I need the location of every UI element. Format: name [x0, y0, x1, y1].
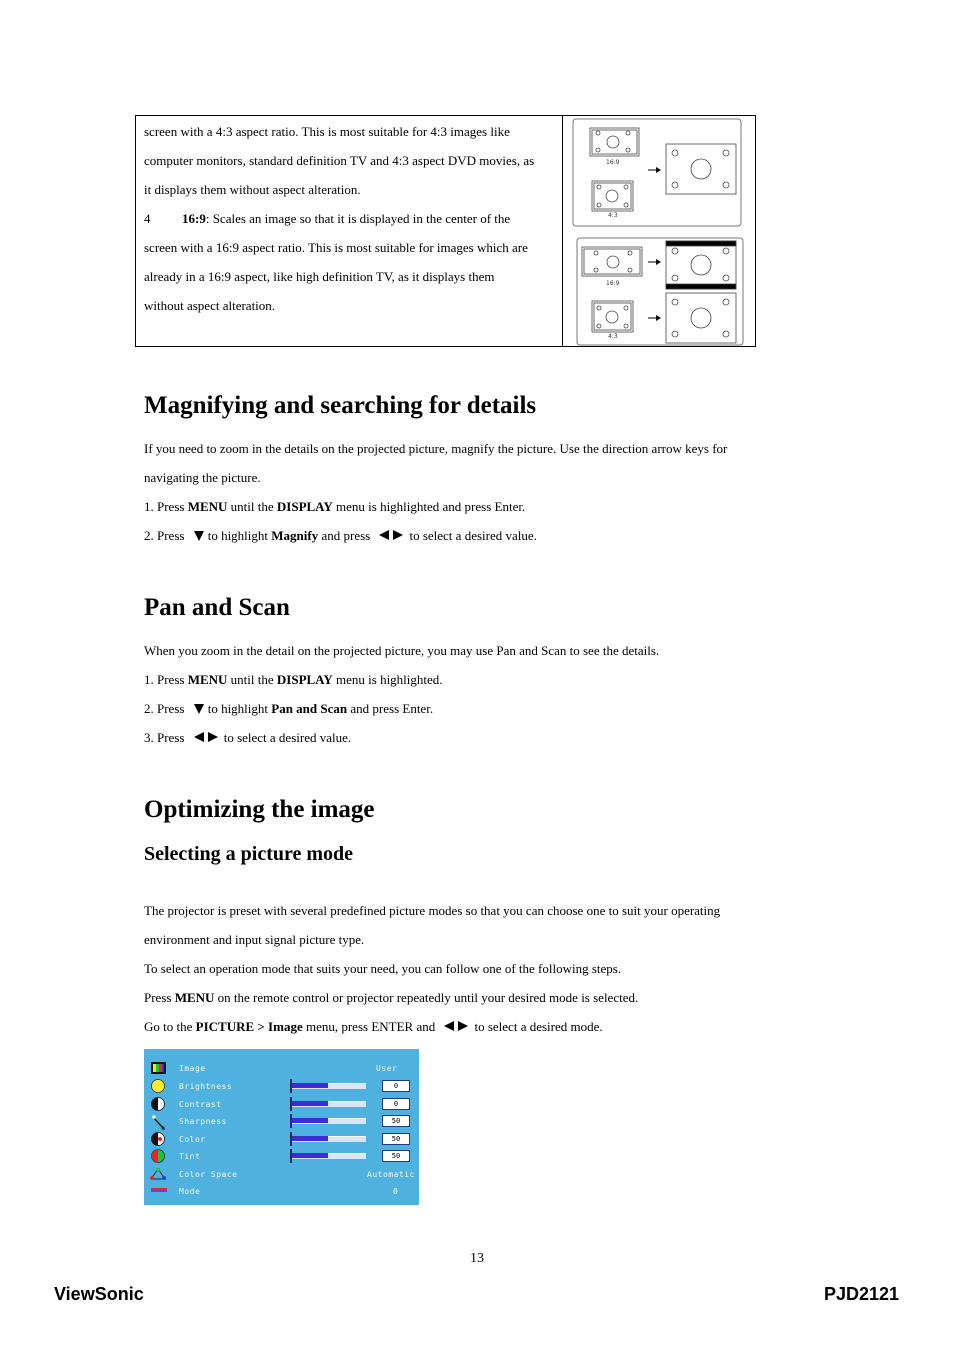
menu-key: MENU [174, 990, 215, 1005]
step-text: until the [227, 499, 277, 514]
tint-value: 50 [382, 1150, 410, 1162]
table-divider [562, 116, 563, 346]
osd-label-image: Image [179, 1064, 206, 1073]
label-4-3: 4:3 [608, 212, 618, 219]
optimize-para-line: environment and input signal picture type. [144, 932, 365, 947]
color-space-icon [150, 1168, 166, 1180]
contrast-value: 0 [382, 1098, 410, 1110]
step-text: and press [318, 528, 374, 543]
step-text: Go to the [144, 1019, 196, 1034]
contrast-icon [152, 1098, 165, 1111]
footer-model: PJD2121 [823, 1284, 899, 1304]
step-text: menu is highlighted and press Enter. [332, 499, 526, 514]
table-line: without aspect alteration. [144, 298, 276, 313]
step-text: Press [144, 990, 175, 1005]
table-line: screen with a 16:9 aspect ratio. This is most suitable for images which are [144, 240, 528, 255]
page-number: 13 [470, 1251, 484, 1266]
aspect-ratio-table [135, 115, 756, 347]
table-item-16-9 [144, 204, 556, 233]
pan-step-2 [144, 694, 764, 723]
color-slider[interactable] [290, 1132, 366, 1146]
osd-label-color-space: Color Space [179, 1170, 238, 1179]
aspect-ratio-figure [570, 116, 754, 353]
pan-scan-heading: Pan and Scan [144, 594, 290, 621]
step-text: 1. Press [144, 499, 188, 514]
right-arrow-icon [458, 1021, 468, 1031]
color-icon [152, 1133, 165, 1146]
magnify-section [144, 434, 764, 550]
aspect-ratio-description [144, 117, 556, 320]
menu-key: MENU [187, 672, 228, 687]
pan-scan-section [144, 636, 764, 752]
osd-label-brightness: Brightness [179, 1082, 233, 1091]
label-16-9: 16:9 [606, 159, 620, 166]
step-text: 2. Press [144, 528, 188, 543]
footer-brand: ViewSonic [54, 1284, 144, 1304]
osd-value-image[interactable]: User [376, 1064, 398, 1073]
step-text: to highlight [207, 528, 272, 543]
color-value: 50 [382, 1133, 410, 1145]
left-arrow-icon [379, 530, 389, 540]
osd-label-sharpness: Sharpness [179, 1117, 227, 1126]
right-arrow-icon [208, 732, 218, 742]
down-arrow-icon [194, 531, 204, 541]
magnify-para-line: If you need to zoom in the details on the projected picture, magnify the picture. Use the direction arrow keys for [144, 441, 728, 456]
optimize-line [144, 983, 764, 1012]
step-text: until the [227, 672, 277, 687]
contrast-slider[interactable] [290, 1097, 366, 1111]
optimize-heading: Optimizing the image [144, 796, 375, 823]
sharpness-value: 50 [382, 1115, 410, 1127]
step-text: 3. Press [144, 730, 188, 745]
osd-label-tint: Tint [179, 1152, 201, 1161]
down-arrow-icon [194, 704, 204, 714]
pan-step-1 [144, 665, 764, 694]
step-text: to select a desired value. [409, 528, 537, 543]
step-text: on the remote control or projector repeatedly until your desired mode is selected. [214, 990, 639, 1005]
step-text: to highlight [207, 701, 272, 716]
label-16-9: 16:9 [606, 280, 620, 287]
label-4-3: 4:3 [608, 333, 618, 340]
picture-mode-subheading: Selecting a picture mode [144, 843, 354, 865]
left-arrow-icon [194, 732, 204, 742]
right-arrow-icon [393, 530, 403, 540]
display-menu-name: DISPLAY [276, 499, 333, 514]
pan-step-3 [144, 723, 764, 752]
step-text: to select a desired value. [223, 730, 352, 745]
step-text: 1. Press [144, 672, 188, 687]
osd-label-color: Color [179, 1135, 206, 1144]
osd-label-mode: Mode [179, 1187, 201, 1196]
step-text: 2. Press [144, 701, 188, 716]
optimize-line [144, 1012, 764, 1041]
magnify-step-1 [144, 492, 764, 521]
step-text: and press Enter. [347, 701, 434, 716]
tint-icon [152, 1150, 165, 1163]
item-rest: : Scales an image so that it is displayed in the center of the [205, 211, 511, 226]
sharpness-icon [152, 1115, 165, 1130]
menu-key: MENU [187, 499, 228, 514]
osd-value-mode[interactable]: 0 [393, 1187, 399, 1196]
image-icon [151, 1062, 166, 1074]
magnify-step-2 [144, 521, 764, 550]
osd-value-color-space[interactable]: Automatic [367, 1170, 415, 1179]
optimize-line: To select an operation mode that suits your need, you can follow one of the following steps. [144, 961, 622, 976]
brightness-icon [152, 1080, 165, 1093]
optimize-para-line: The projector is preset with several predefined picture modes so that you can choose one to suit your operating [144, 903, 721, 918]
display-menu-name: DISPLAY [276, 672, 333, 687]
magnify-option-name: Magnify [271, 528, 319, 543]
table-line: already in a 16:9 aspect, like high definition TV, as it displays them [144, 269, 495, 284]
osd-icon-column [144, 1049, 180, 1205]
optimize-section [144, 896, 764, 1041]
brightness-slider[interactable] [290, 1079, 366, 1093]
table-line: screen with a 4:3 aspect ratio. This is most suitable for 4:3 images like [144, 124, 510, 139]
magnify-para-line: navigating the picture. [144, 470, 261, 485]
item-term: 16:9 [182, 211, 206, 226]
sharpness-slider[interactable] [290, 1114, 366, 1128]
tint-slider[interactable] [290, 1149, 366, 1163]
aspect-ratio-diagram [570, 116, 754, 348]
step-text: menu, press ENTER and [302, 1019, 439, 1034]
pan-scan-para: When you zoom in the detail on the projected picture, you may use Pan and Scan to see the details. [144, 643, 660, 658]
mode-icon [151, 1188, 167, 1192]
picture-image-menu-path: PICTURE > Image [195, 1019, 303, 1034]
osd-label-contrast: Contrast [179, 1100, 222, 1109]
table-line: it displays them without aspect alteration. [144, 182, 361, 197]
table-line: computer monitors, standard definition TV and 4:3 aspect DVD movies, as [144, 153, 535, 168]
picture-osd-menu [144, 1049, 419, 1205]
magnify-heading: Magnifying and searching for details [144, 392, 537, 419]
left-arrow-icon [444, 1021, 454, 1031]
brightness-value: 0 [382, 1080, 410, 1092]
step-text: to select a desired mode. [474, 1019, 603, 1034]
pan-scan-option-name: Pan and Scan [271, 701, 348, 716]
step-text: menu is highlighted. [332, 672, 443, 687]
item-number: 4 [144, 211, 151, 226]
